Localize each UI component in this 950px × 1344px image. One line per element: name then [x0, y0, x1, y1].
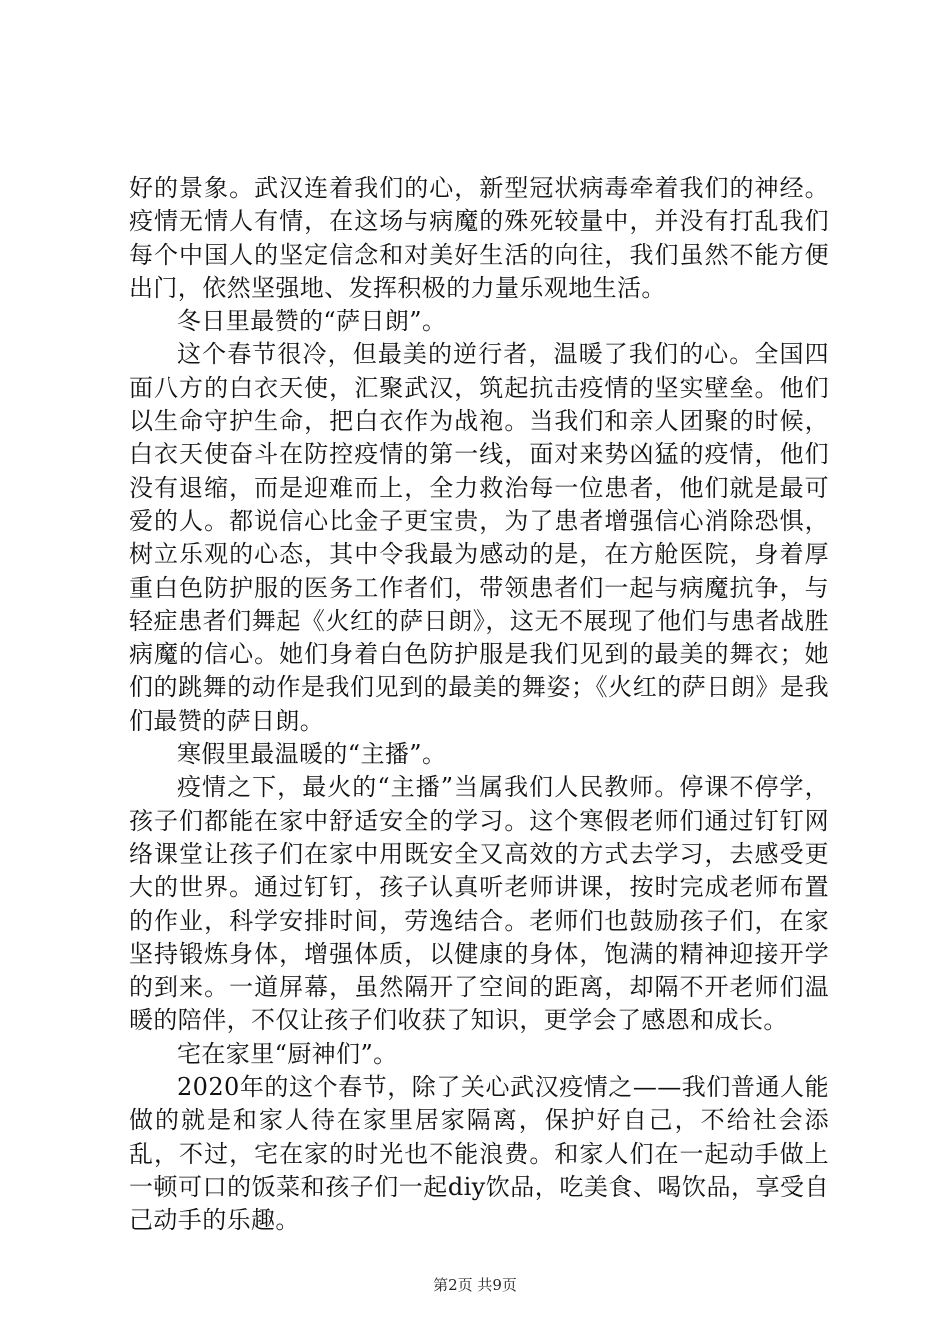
- section-heading-sarilang: 冬日里最赞的“萨日朗”。: [177, 307, 447, 336]
- paragraph-home-cooking: 2020年的这个春节，除了关心武汉疫情之——我们普通人能做的就是和家人待在家里居家隔离，保护好自己，不给社会添乱，不过，宅在家的时光也不能浪费。和家人们在一起动手做上一顿可口的饭菜和孩子们一起diy饮品，吃美食、喝饮品，享受自己动手的乐趣。: [129, 1073, 829, 1235]
- page-number-footer: 第2页 共9页: [433, 1276, 517, 1294]
- paragraph-medical-workers: 这个春节很冷，但最美的逆行者，温暖了我们的心。全国四面八方的白衣天使，汇聚武汉，筑起抗击疫情的坚实壁垒。他们以生命守护生命，把白衣作为战袍。当我们和亲人团聚的时候，白衣天使奋斗在防控疫情的第一线，面对来势凶猛的疫情，他们没有退缩，而是迎难而上，全力救治每一位患者，他们就是最可爱的人。都说信心比金子更宝贵，为了患者增强信心消除恐惧，树立乐观的心态，其中令我最为感动的是，在方舱医院，身着厚重白色防护服的医务工作者们，带领患者们一起与病魔抗争，与轻症患者们舞起《火红的萨日朗》，这无不展现了他们与患者战胜病魔的信心。她们身着白色防护服是我们见到的最美的舞衣；她们的跳舞的动作是我们见到的最美的舞姿；《火红的萨日朗》是我们最赞的萨日朗。: [129, 340, 829, 735]
- paragraph-continuation: 好的景象。武汉连着我们的心，新型冠状病毒牵着我们的神经。疫情无情人有情，在这场与病魔的殊死较量中，并没有打乱我们每个中国人的坚定信念和对美好生活的向往，我们虽然不能方便出门，依然坚强地、发挥积极的力量乐观地生活。: [129, 174, 829, 302]
- section-heading-anchor: 寒假里最温暖的“主播”。: [177, 740, 447, 769]
- section-heading-chefs: 宅在家里“厨神们”。: [177, 1039, 398, 1068]
- document-body: [129, 172, 829, 1238]
- paragraph-teachers: 疫情之下，最火的“主播”当属我们人民教师。停课不停学，孩子们都能在家中舒适安全的学习。这个寒假老师们通过钉钉网络课堂让孩子们在家中用既安全又高效的方式去学习，去感受更大的世界。通过钉钉，孩子认真听老师讲课，按时完成老师布置的作业，科学安排时间，劳逸结合。老师们也鼓励孩子们，在家坚持锻炼身体，增强体质，以健康的身体，饱满的精神迎接开学的到来。一道屏幕，虽然隔开了空间的距离，却隔不开老师们温暖的陪伴，不仅让孩子们收获了知识，更学会了感恩和成长。: [129, 773, 829, 1035]
